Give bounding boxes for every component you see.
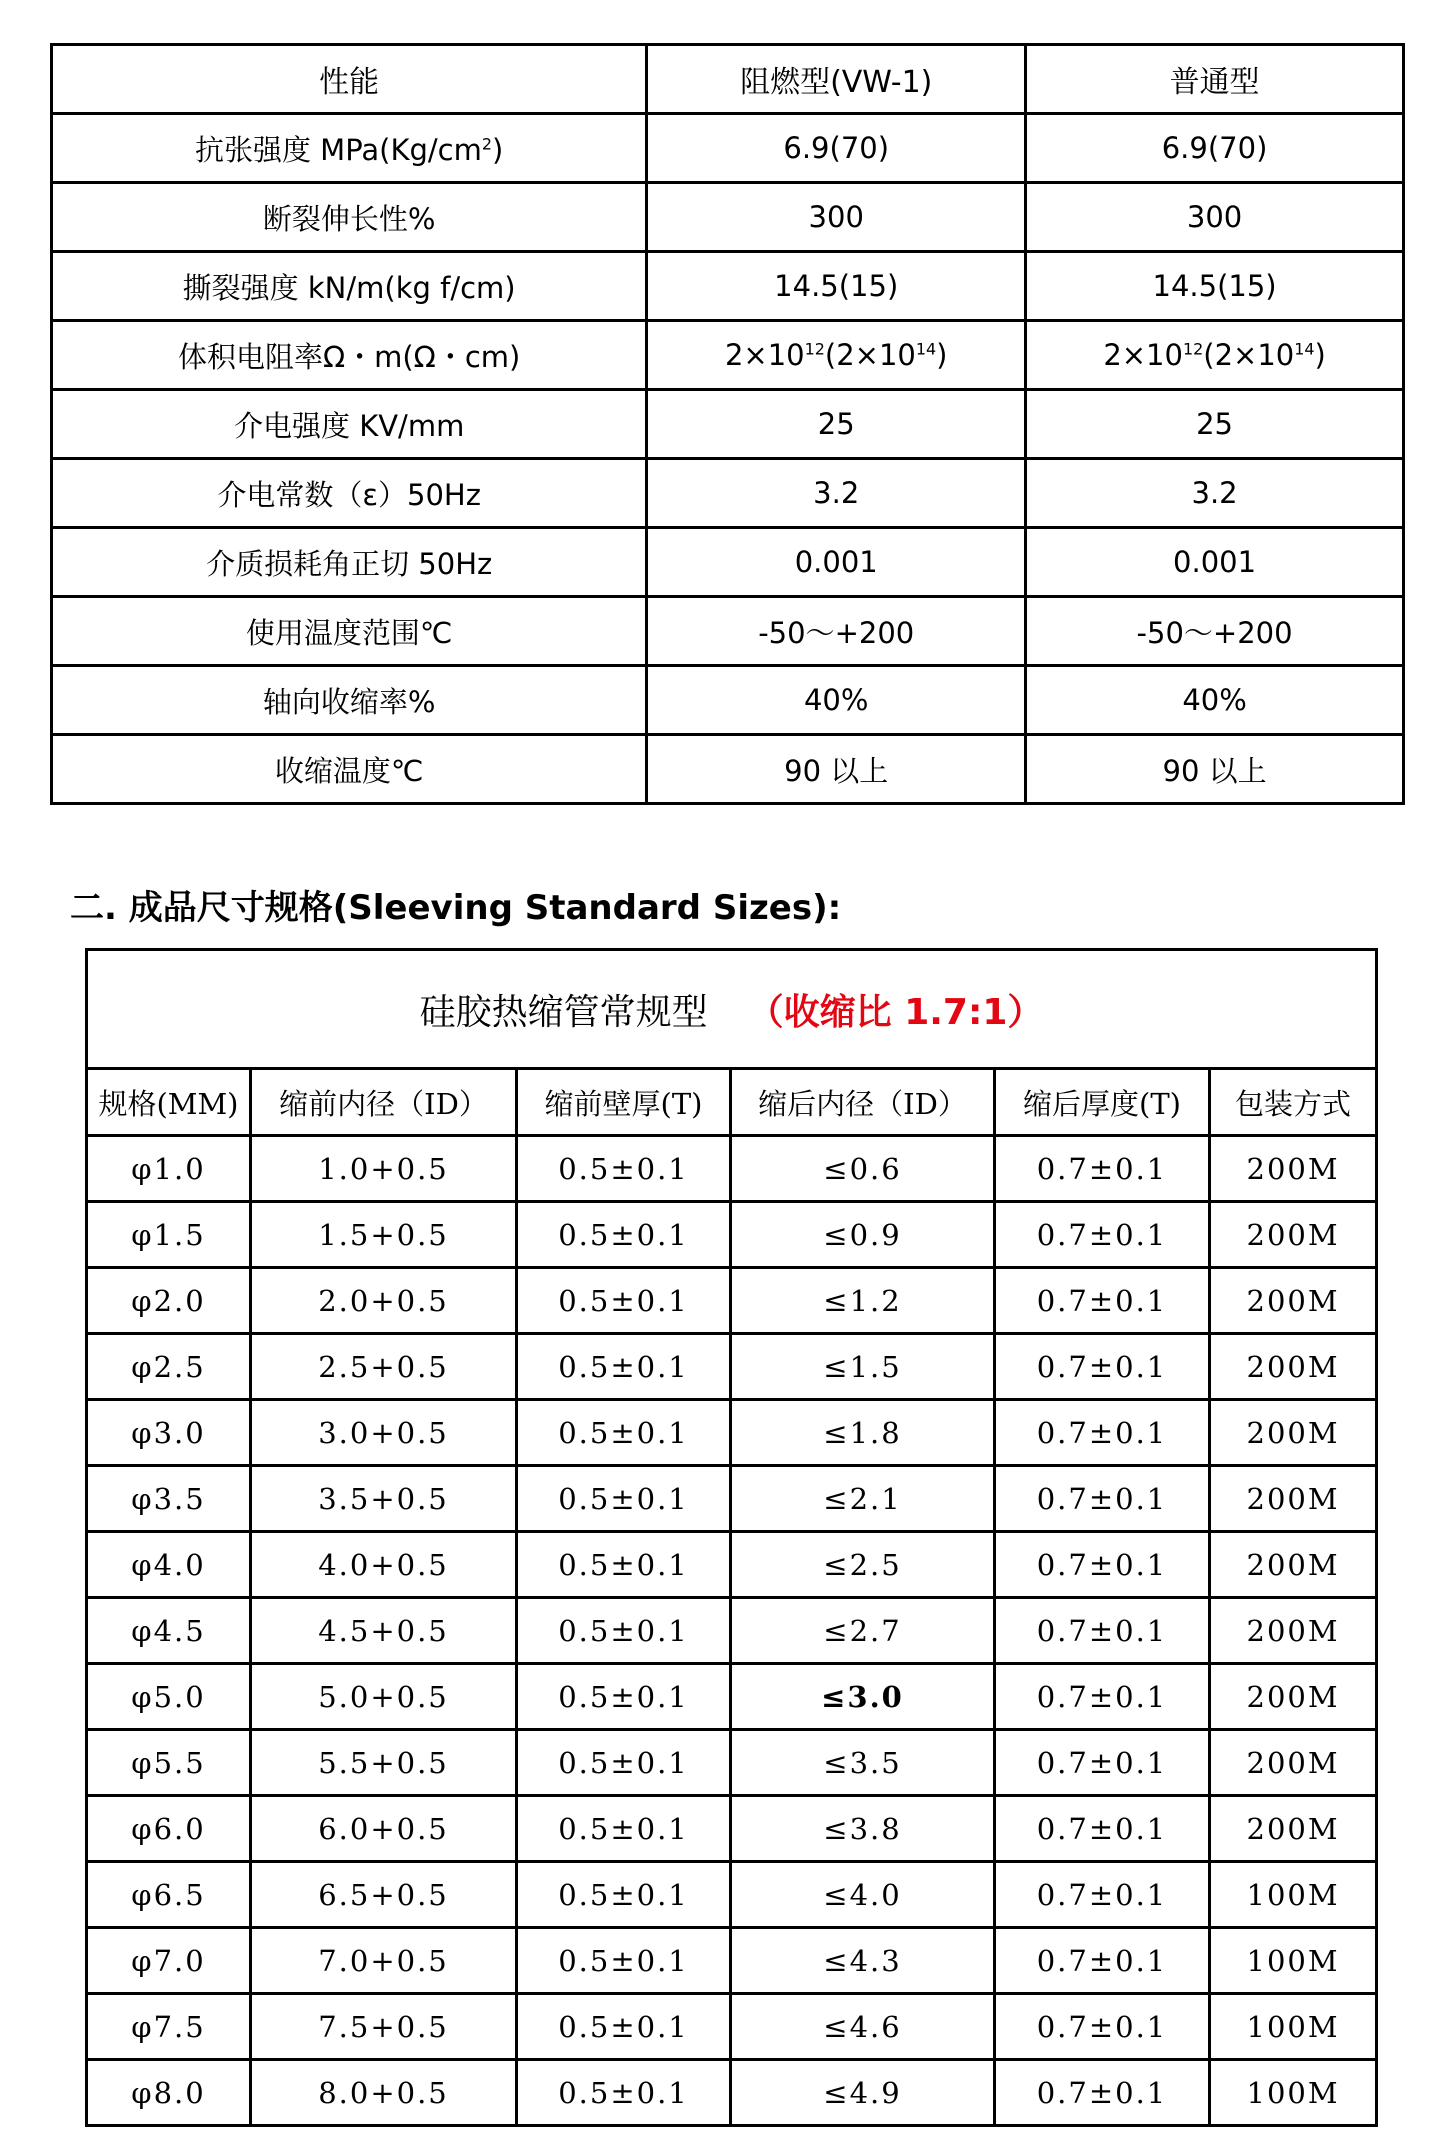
spec-cell: φ1.5	[87, 1202, 251, 1268]
property-name: 撕裂强度 kN/m(kg f/cm)	[52, 252, 647, 321]
size-row	[87, 1862, 1377, 1928]
thickness-after-cell: 0.7±0.1	[995, 1466, 1210, 1532]
spec-cell: φ2.5	[87, 1334, 251, 1400]
size-row	[87, 1334, 1377, 1400]
spec-cell: φ8.0	[87, 2060, 251, 2126]
value-flame-retardant: 90 以上	[647, 735, 1026, 804]
thickness-after-cell: 0.7±0.1	[995, 1136, 1210, 1202]
value-normal: 14.5(15)	[1026, 252, 1404, 321]
spec-cell: φ5.5	[87, 1730, 251, 1796]
wall-before-cell: 0.5±0.1	[517, 1928, 731, 1994]
id-after-cell: ≤4.3	[731, 1928, 995, 1994]
property-row	[52, 528, 1404, 597]
property-name: 介质损耗角正切 50Hz	[52, 528, 647, 597]
value-flame-retardant: 40%	[647, 666, 1026, 735]
wall-before-cell: 0.5±0.1	[517, 1598, 731, 1664]
header-property: 性能	[52, 45, 647, 114]
value-normal: 3.2	[1026, 459, 1404, 528]
header-normal: 普通型	[1026, 45, 1404, 114]
size-row	[87, 1202, 1377, 1268]
packaging-cell: 100M	[1210, 1862, 1377, 1928]
packaging-cell: 200M	[1210, 1466, 1377, 1532]
header-packaging: 包装方式	[1210, 1069, 1377, 1136]
spec-cell: φ6.0	[87, 1796, 251, 1862]
property-name: 使用温度范围℃	[52, 597, 647, 666]
value-normal: 6.9(70)	[1026, 114, 1404, 183]
spec-cell: φ7.0	[87, 1928, 251, 1994]
id-before-cell: 1.5+0.5	[251, 1202, 517, 1268]
table-title-text: 硅胶热缩管常规型	[419, 991, 708, 1033]
id-before-cell: 5.5+0.5	[251, 1730, 517, 1796]
value-normal: 90 以上	[1026, 735, 1404, 804]
property-row	[52, 735, 1404, 804]
id-before-cell: 7.5+0.5	[251, 1994, 517, 2060]
value-normal: -50～+200	[1026, 597, 1404, 666]
thickness-after-cell: 0.7±0.1	[995, 1268, 1210, 1334]
packaging-cell: 100M	[1210, 1928, 1377, 1994]
id-after-cell: ≤2.7	[731, 1598, 995, 1664]
property-name: 体积电阻率Ω・m(Ω・cm)	[52, 321, 647, 390]
id-before-cell: 8.0+0.5	[251, 2060, 517, 2126]
value-flame-retardant: -50～+200	[647, 597, 1026, 666]
id-before-cell: 4.5+0.5	[251, 1598, 517, 1664]
property-name: 收缩温度℃	[52, 735, 647, 804]
shrink-ratio: （收缩比 1.7:1）	[747, 991, 1044, 1033]
property-name: 介电常数（ε）50Hz	[52, 459, 647, 528]
header-flame-retardant: 阻燃型(VW-1)	[647, 45, 1026, 114]
wall-before-cell: 0.5±0.1	[517, 1994, 731, 2060]
id-before-cell: 1.0+0.5	[251, 1136, 517, 1202]
property-row	[52, 321, 1404, 390]
thickness-after-cell: 0.7±0.1	[995, 1334, 1210, 1400]
size-row	[87, 1400, 1377, 1466]
thickness-after-cell: 0.7±0.1	[995, 1202, 1210, 1268]
id-before-cell: 2.5+0.5	[251, 1334, 517, 1400]
packaging-cell: 200M	[1210, 1202, 1377, 1268]
property-row	[52, 666, 1404, 735]
id-before-cell: 5.0+0.5	[251, 1664, 517, 1730]
thickness-after-cell: 0.7±0.1	[995, 1664, 1210, 1730]
packaging-cell: 200M	[1210, 1268, 1377, 1334]
wall-before-cell: 0.5±0.1	[517, 1268, 731, 1334]
id-after-cell: ≤2.1	[731, 1466, 995, 1532]
wall-before-cell: 0.5±0.1	[517, 1400, 731, 1466]
spec-cell: φ1.0	[87, 1136, 251, 1202]
value-flame-retardant: 6.9(70)	[647, 114, 1026, 183]
property-name: 轴向收缩率%	[52, 666, 647, 735]
id-after-cell: ≤4.6	[731, 1994, 995, 2060]
wall-before-cell: 0.5±0.1	[517, 1664, 731, 1730]
spec-cell: φ7.5	[87, 1994, 251, 2060]
packaging-cell: 200M	[1210, 1532, 1377, 1598]
spec-cell: φ3.5	[87, 1466, 251, 1532]
wall-before-cell: 0.5±0.1	[517, 1334, 731, 1400]
property-row	[52, 597, 1404, 666]
wall-before-cell: 0.5±0.1	[517, 1532, 731, 1598]
value-flame-retardant: 14.5(15)	[647, 252, 1026, 321]
value-flame-retardant: $2\times 10^{12}(2\times 10^{14})$	[647, 321, 1026, 390]
header-spec: 规格(MM)	[87, 1069, 251, 1136]
id-after-cell: ≤1.2	[731, 1268, 995, 1334]
id-before-cell: 2.0+0.5	[251, 1268, 517, 1334]
properties-table	[50, 43, 1405, 805]
size-row	[87, 1268, 1377, 1334]
value-normal: 0.001	[1026, 528, 1404, 597]
id-after-cell: ≤3.8	[731, 1796, 995, 1862]
thickness-after-cell: 0.7±0.1	[995, 1928, 1210, 1994]
id-after-cell: ≤4.9	[731, 2060, 995, 2126]
size-row	[87, 1928, 1377, 1994]
property-row	[52, 114, 1404, 183]
property-name: 断裂伸长性%	[52, 183, 647, 252]
packaging-cell: 100M	[1210, 1994, 1377, 2060]
property-row	[52, 252, 1404, 321]
packaging-cell: 200M	[1210, 1400, 1377, 1466]
spec-cell: φ6.5	[87, 1862, 251, 1928]
packaging-cell: 200M	[1210, 1730, 1377, 1796]
value-flame-retardant: 3.2	[647, 459, 1026, 528]
size-row	[87, 1466, 1377, 1532]
size-row	[87, 1136, 1377, 1202]
id-after-cell: ≤4.0	[731, 1862, 995, 1928]
header-id-before: 缩前内径（ID）	[251, 1069, 517, 1136]
size-row	[87, 1598, 1377, 1664]
packaging-cell: 200M	[1210, 1598, 1377, 1664]
thickness-after-cell: 0.7±0.1	[995, 1532, 1210, 1598]
thickness-after-cell: 0.7±0.1	[995, 1994, 1210, 2060]
spec-cell: φ4.0	[87, 1532, 251, 1598]
wall-before-cell: 0.5±0.1	[517, 1136, 731, 1202]
header-thickness-after: 缩后厚度(T)	[995, 1069, 1210, 1136]
size-row	[87, 2060, 1377, 2126]
wall-before-cell: 0.5±0.1	[517, 1202, 731, 1268]
packaging-cell: 200M	[1210, 1796, 1377, 1862]
id-after-cell: ≤1.5	[731, 1334, 995, 1400]
id-after-cell: ≤0.6	[731, 1136, 995, 1202]
id-before-cell: 4.0+0.5	[251, 1532, 517, 1598]
packaging-cell: 200M	[1210, 1136, 1377, 1202]
thickness-after-cell: 0.7±0.1	[995, 1730, 1210, 1796]
id-before-cell: 6.0+0.5	[251, 1796, 517, 1862]
spec-cell: φ3.0	[87, 1400, 251, 1466]
value-normal: $2\times 10^{12}(2\times 10^{14})$	[1026, 321, 1404, 390]
sizes-header-row	[87, 1069, 1377, 1136]
thickness-after-cell: 0.7±0.1	[995, 1400, 1210, 1466]
wall-before-cell: 0.5±0.1	[517, 1796, 731, 1862]
id-after-cell: ≤2.5	[731, 1532, 995, 1598]
size-row	[87, 1664, 1377, 1730]
sizes-table	[85, 948, 1378, 2127]
wall-before-cell: 0.5±0.1	[517, 1862, 731, 1928]
packaging-cell: 200M	[1210, 1664, 1377, 1730]
property-row	[52, 390, 1404, 459]
property-name: 介电强度 KV/mm	[52, 390, 647, 459]
id-after-cell: ≤1.8	[731, 1400, 995, 1466]
wall-before-cell: 0.5±0.1	[517, 1466, 731, 1532]
wall-before-cell: 0.5±0.1	[517, 2060, 731, 2126]
value-normal: 40%	[1026, 666, 1404, 735]
property-name: 抗张强度 $MPa(Kg/cm^2)$	[52, 114, 647, 183]
section-heading: 二. 成品尺寸规格(Sleeving Standard Sizes):	[70, 888, 842, 928]
thickness-after-cell: 0.7±0.1	[995, 1598, 1210, 1664]
sizes-title-row	[87, 950, 1377, 1069]
size-row	[87, 1796, 1377, 1862]
size-row	[87, 1730, 1377, 1796]
spec-cell: φ4.5	[87, 1598, 251, 1664]
thickness-after-cell: 0.7±0.1	[995, 2060, 1210, 2126]
size-row	[87, 1532, 1377, 1598]
wall-before-cell: 0.5±0.1	[517, 1730, 731, 1796]
id-after-cell: ≤0.9	[731, 1202, 995, 1268]
value-flame-retardant: 300	[647, 183, 1026, 252]
thickness-after-cell: 0.7±0.1	[995, 1862, 1210, 1928]
id-before-cell: 3.0+0.5	[251, 1400, 517, 1466]
id-before-cell: 6.5+0.5	[251, 1862, 517, 1928]
packaging-cell: 200M	[1210, 1334, 1377, 1400]
thickness-after-cell: 0.7±0.1	[995, 1796, 1210, 1862]
size-row	[87, 1994, 1377, 2060]
header-id-after: 缩后内径（ID）	[731, 1069, 995, 1136]
property-row	[52, 183, 1404, 252]
value-normal: 300	[1026, 183, 1404, 252]
header-wall-before: 缩前壁厚(T)	[517, 1069, 731, 1136]
spec-cell: φ2.0	[87, 1268, 251, 1334]
property-row	[52, 459, 1404, 528]
value-normal: 25	[1026, 390, 1404, 459]
id-after-cell: ≤3.0	[731, 1664, 995, 1730]
properties-header-row	[52, 45, 1404, 114]
id-before-cell: 7.0+0.5	[251, 1928, 517, 1994]
id-after-cell: ≤3.5	[731, 1730, 995, 1796]
sizes-table-title	[87, 950, 1377, 1069]
packaging-cell: 100M	[1210, 2060, 1377, 2126]
spec-cell: φ5.0	[87, 1664, 251, 1730]
value-flame-retardant: 25	[647, 390, 1026, 459]
id-before-cell: 3.5+0.5	[251, 1466, 517, 1532]
value-flame-retardant: 0.001	[647, 528, 1026, 597]
